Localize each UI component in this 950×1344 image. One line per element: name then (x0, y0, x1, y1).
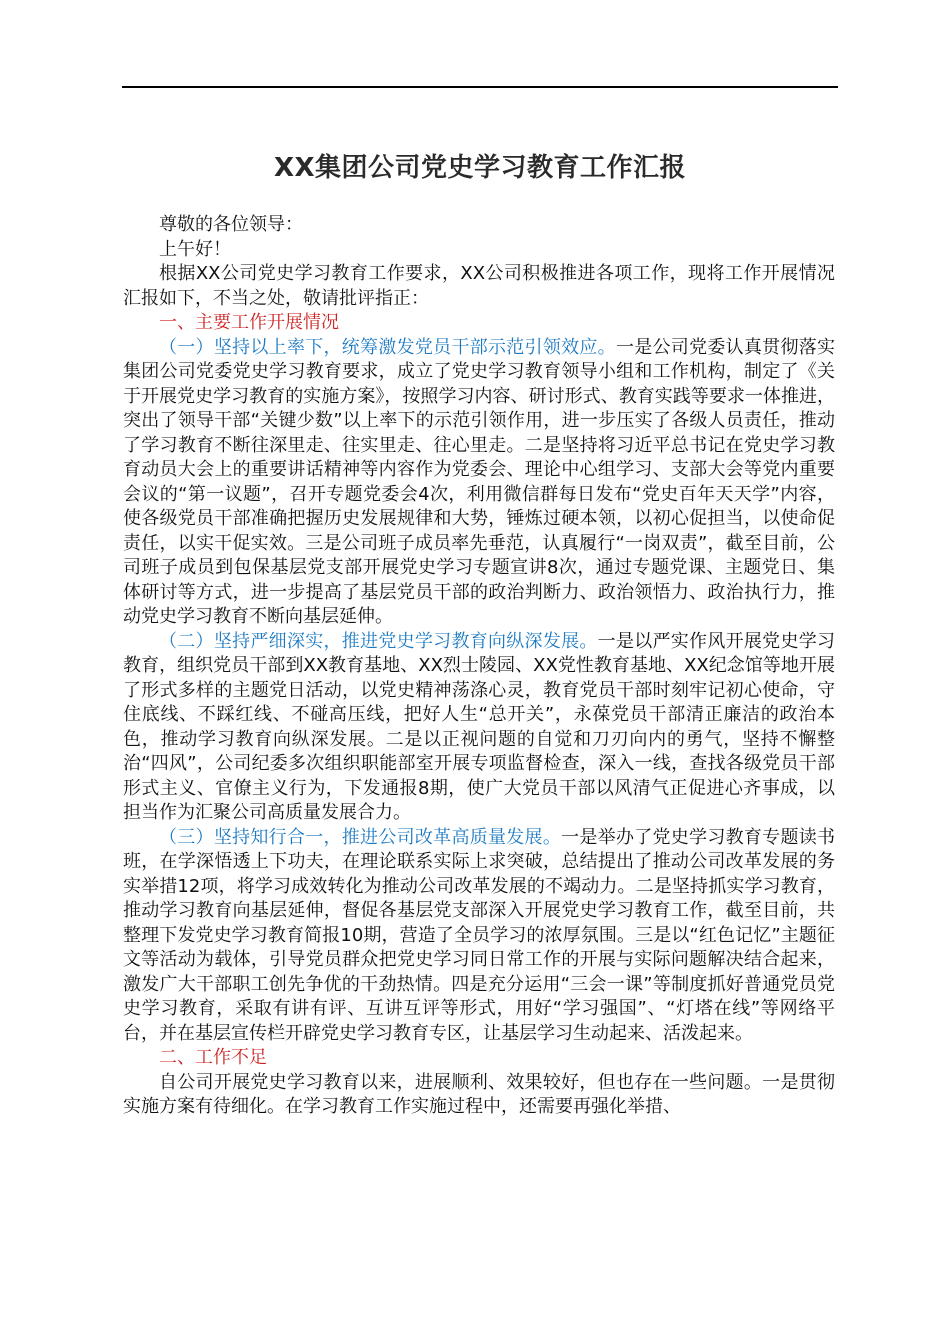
section-heading (123, 311, 835, 336)
salutation: 尊敬的各位领导： (159, 214, 303, 235)
header-rule (122, 86, 838, 88)
paragraph-sub3 (123, 826, 835, 1047)
sub3-heading: （三）坚持知行合一，推进公司改革高质量发展。 (159, 826, 562, 848)
greeting: 上午好！ (159, 238, 231, 260)
sub3-text: 一是举办了党史学习教育专题读书班，在学深悟透上下功夫，在理论联系实际上求突破，总结提出了推动公司改革发展的务实举措12项，将学习成效转化为推动公司改革发展的不竭动力。二是坚持抓实学习教育，推动学习教育向基层延伸，督促各基层党支部深入开展党史学习教育工作，截至目前，共整理下发党史学习教育简报10期，营造了全员学习的浓厚氛围。三是以“红色记忆”主题征文等活动为载体，引导党员群众把党史学习同日常工作的开展与实际问题解决结合起来，激发广大干部职工创先争优的干劲热情。四是充分运用“三会一课”等制度抓好普通党员党史学习教育，采取有讲有评、互讲互评等形式，用好“学习强国”、“灯塔在线”等网络平台，并在基层宣传栏开辟党史学习教育专区，让基层学习生动起来、活泼起来。 (123, 826, 835, 1044)
paragraph-section2: 自公司开展党史学习教育以来，进展顺利、效果较好，但也存在一些问题。一是贯彻实施方案有待细化。在学习教育工作实施过程中，还需要再强化举措、 (123, 1071, 835, 1117)
intro-paragraph: 根据XX公司党史学习教育工作要求，XX公司积极推进各项工作，现将工作开展情况汇报如下，不当之处，敬请批评指正： (123, 263, 835, 309)
sub2-text: 一是以严实作风开展党史学习教育，组织党员干部到XX教育基地、XX烈士陵园、XX党性教育基地、XX纪念馆等地开展了形式多样的主题党日活动，以党史精神荡涤心灵，教育党员干部时刻牢记初心使命，守住底线、不踩红线、不碰高压线，把好人生“总开关”，永葆党员干部清正廉洁的政治本色，推动学习教育向纵深发展。二是以正视问题的自觉和刀刃向内的勇气，坚持不懈整治“四风”，公司纪委多次组织职能部室开展专项监督检查，深入一线，查找各级党员干部形式主义、官僚主义行为，下发通报8期，使广大党员干部以风清气正促进心齐事成，以担当作为汇聚公司高质量发展合力。 (123, 630, 836, 823)
sub1-heading: （一）坚持以上率下，统筹激发党员干部示范引领效应。 (159, 336, 616, 358)
paragraph-sub1 (123, 336, 835, 630)
paragraph-sub2 (123, 630, 835, 826)
sub2-heading: （二）坚持严细深实，推进党史学习教育向纵深发展。 (159, 630, 598, 652)
document-body (123, 213, 835, 1120)
section2-heading: 二、工作不足 (159, 1047, 267, 1068)
sub1-text: 一是公司党委认真贯彻落实集团公司党委党史学习教育要求，成立了党史学习教育领导小组和工作机构，制定了《关于开展党史学习教育的实施方案》，按照学习内容、研讨形式、教育实践等要求一体推进，突出了领导干部“关键少数”以上率下的示范引领作用，进一步压实了各级人员责任，推动了学习教育不断往深里走、往实里走、往心里走。二是坚持将习近平总书记在党史学习教育动员大会上的重要讲话精神等内容作为党委会、理论中心组学习、支部大会等党内重要会议的“第一议题”，召开专题党委会4次，利用微信群每日发布“党史百年天天学”内容，使各级党员干部准确把握历史发展规律和大势，锤炼过硬本领，以初心促担当，以使命促责任，以实干促实效。三是公司班子成员率先垂范，认真履行“一岗双责”，截至目前，公司班子成员到包保基层党支部开展党史学习专题宣讲8次，通过专题党课、主题党日、集体研讨等方式，进一步提高了基层党员干部的政治判断力、政治领悟力、政治执行力，推动党史学习教育不断向基层延伸。 (123, 336, 836, 627)
section1-heading: 一、主要工作开展情况 (159, 312, 339, 333)
section-heading (123, 1046, 835, 1071)
document-title: XX集团公司党史学习教育工作汇报 (273, 153, 687, 183)
